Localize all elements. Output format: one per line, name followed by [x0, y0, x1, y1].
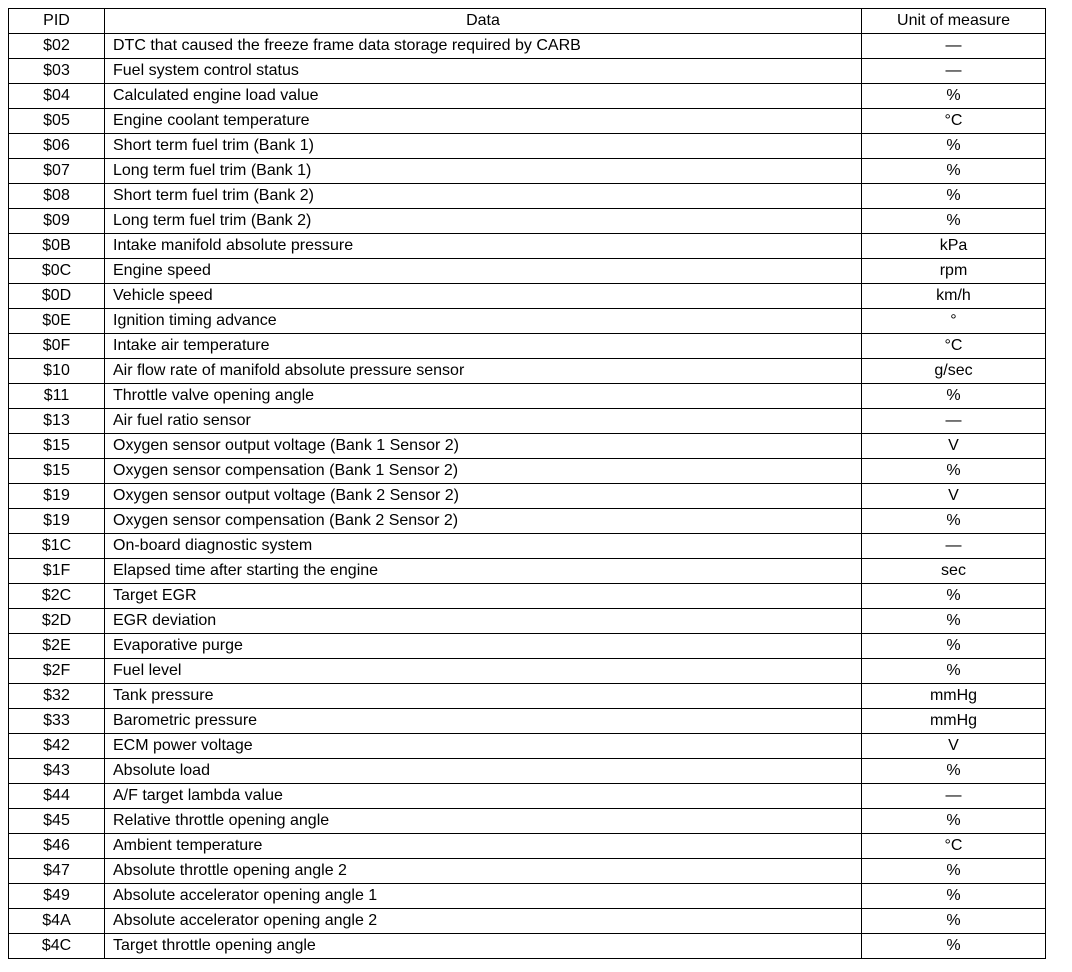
unit-cell: % — [862, 134, 1046, 159]
data-cell: Short term fuel trim (Bank 2) — [105, 184, 862, 209]
pid-cell: $2E — [9, 634, 105, 659]
unit-cell: — — [862, 534, 1046, 559]
unit-cell: °C — [862, 834, 1046, 859]
unit-cell: % — [862, 384, 1046, 409]
data-cell: Engine coolant temperature — [105, 109, 862, 134]
pid-cell: $0B — [9, 234, 105, 259]
table-row — [9, 259, 1046, 284]
pid-cell: $2F — [9, 659, 105, 684]
pid-cell: $2C — [9, 584, 105, 609]
table-row — [9, 709, 1046, 734]
data-cell: Intake manifold absolute pressure — [105, 234, 862, 259]
data-cell: Oxygen sensor compensation (Bank 1 Sensor 2) — [105, 459, 862, 484]
unit-cell: % — [862, 609, 1046, 634]
table-row — [9, 809, 1046, 834]
pid-cell: $13 — [9, 409, 105, 434]
table-row — [9, 759, 1046, 784]
data-cell: EGR deviation — [105, 609, 862, 634]
pid-cell: $45 — [9, 809, 105, 834]
table-row — [9, 109, 1046, 134]
data-cell: Tank pressure — [105, 684, 862, 709]
table-row — [9, 584, 1046, 609]
data-cell: Engine speed — [105, 259, 862, 284]
table-row — [9, 684, 1046, 709]
data-cell: Air flow rate of manifold absolute pressure sensor — [105, 359, 862, 384]
table-row — [9, 84, 1046, 109]
pid-cell: $05 — [9, 109, 105, 134]
table-header-row — [9, 9, 1046, 34]
unit-cell: % — [862, 759, 1046, 784]
table-row — [9, 434, 1046, 459]
table-row — [9, 859, 1046, 884]
data-cell: Relative throttle opening angle — [105, 809, 862, 834]
data-cell: Target throttle opening angle — [105, 934, 862, 959]
data-cell: Throttle valve opening angle — [105, 384, 862, 409]
pid-cell: $06 — [9, 134, 105, 159]
table-row — [9, 384, 1046, 409]
table-row — [9, 509, 1046, 534]
data-cell: ECM power voltage — [105, 734, 862, 759]
table-body — [9, 34, 1046, 959]
unit-cell: mmHg — [862, 709, 1046, 734]
data-cell: DTC that caused the freeze frame data storage required by CARB — [105, 34, 862, 59]
pid-cell: $4A — [9, 909, 105, 934]
unit-cell: % — [862, 884, 1046, 909]
table-row — [9, 459, 1046, 484]
data-cell: A/F target lambda value — [105, 784, 862, 809]
pid-cell: $1F — [9, 559, 105, 584]
table-row — [9, 59, 1046, 84]
pid-cell: $0C — [9, 259, 105, 284]
pid-cell: $32 — [9, 684, 105, 709]
header-data: Data — [105, 9, 862, 34]
pid-cell: $11 — [9, 384, 105, 409]
pid-cell: $08 — [9, 184, 105, 209]
unit-cell: — — [862, 409, 1046, 434]
unit-cell: °C — [862, 334, 1046, 359]
unit-cell: % — [862, 159, 1046, 184]
table-row — [9, 834, 1046, 859]
data-cell: Oxygen sensor compensation (Bank 2 Sensor 2) — [105, 509, 862, 534]
pid-cell: $02 — [9, 34, 105, 59]
pid-cell: $0D — [9, 284, 105, 309]
table-row — [9, 184, 1046, 209]
pid-cell: $03 — [9, 59, 105, 84]
data-cell: Air fuel ratio sensor — [105, 409, 862, 434]
data-cell: Absolute accelerator opening angle 1 — [105, 884, 862, 909]
data-cell: Oxygen sensor output voltage (Bank 2 Sensor 2) — [105, 484, 862, 509]
table-row — [9, 884, 1046, 909]
data-cell: Long term fuel trim (Bank 2) — [105, 209, 862, 234]
table-row — [9, 359, 1046, 384]
pid-cell: $46 — [9, 834, 105, 859]
unit-cell: % — [862, 459, 1046, 484]
unit-cell: % — [862, 809, 1046, 834]
data-cell: Target EGR — [105, 584, 862, 609]
unit-cell: % — [862, 184, 1046, 209]
unit-cell: % — [862, 634, 1046, 659]
table-row — [9, 409, 1046, 434]
data-cell: Short term fuel trim (Bank 1) — [105, 134, 862, 159]
table-row — [9, 484, 1046, 509]
data-cell: Vehicle speed — [105, 284, 862, 309]
pid-data-table — [8, 8, 1046, 959]
table-row — [9, 784, 1046, 809]
unit-cell: — — [862, 34, 1046, 59]
unit-cell: V — [862, 434, 1046, 459]
unit-cell: % — [862, 509, 1046, 534]
unit-cell: kPa — [862, 234, 1046, 259]
data-cell: Oxygen sensor output voltage (Bank 1 Sensor 2) — [105, 434, 862, 459]
data-cell: Absolute throttle opening angle 2 — [105, 859, 862, 884]
data-cell: Ambient temperature — [105, 834, 862, 859]
unit-cell: sec — [862, 559, 1046, 584]
table-row — [9, 234, 1046, 259]
unit-cell: % — [862, 584, 1046, 609]
data-cell: Barometric pressure — [105, 709, 862, 734]
pid-cell: $2D — [9, 609, 105, 634]
data-cell: Elapsed time after starting the engine — [105, 559, 862, 584]
table-row — [9, 559, 1046, 584]
unit-cell: °C — [862, 109, 1046, 134]
unit-cell: % — [862, 209, 1046, 234]
pid-cell: $44 — [9, 784, 105, 809]
table-row — [9, 159, 1046, 184]
table-row — [9, 909, 1046, 934]
table-row — [9, 934, 1046, 959]
table-row — [9, 609, 1046, 634]
unit-cell: mmHg — [862, 684, 1046, 709]
unit-cell: % — [862, 84, 1046, 109]
data-cell: Ignition timing advance — [105, 309, 862, 334]
table-row — [9, 734, 1046, 759]
pid-cell: $0F — [9, 334, 105, 359]
data-cell: Evaporative purge — [105, 634, 862, 659]
pid-cell: $04 — [9, 84, 105, 109]
pid-cell: $4C — [9, 934, 105, 959]
pid-cell: $49 — [9, 884, 105, 909]
unit-cell: ° — [862, 309, 1046, 334]
pid-cell: $10 — [9, 359, 105, 384]
pid-cell: $15 — [9, 434, 105, 459]
data-cell: Intake air temperature — [105, 334, 862, 359]
data-cell: On-board diagnostic system — [105, 534, 862, 559]
pid-cell: $1C — [9, 534, 105, 559]
unit-cell: % — [862, 659, 1046, 684]
data-cell: Calculated engine load value — [105, 84, 862, 109]
table-row — [9, 659, 1046, 684]
pid-cell: $19 — [9, 484, 105, 509]
unit-cell: V — [862, 484, 1046, 509]
pid-cell: $19 — [9, 509, 105, 534]
data-cell: Fuel system control status — [105, 59, 862, 84]
data-cell: Long term fuel trim (Bank 1) — [105, 159, 862, 184]
data-cell: Absolute accelerator opening angle 2 — [105, 909, 862, 934]
table-row — [9, 334, 1046, 359]
table-row — [9, 309, 1046, 334]
pid-cell: $33 — [9, 709, 105, 734]
table-row — [9, 34, 1046, 59]
unit-cell: V — [862, 734, 1046, 759]
data-cell: Fuel level — [105, 659, 862, 684]
unit-cell: — — [862, 784, 1046, 809]
unit-cell: % — [862, 859, 1046, 884]
table-row — [9, 284, 1046, 309]
unit-cell: — — [862, 59, 1046, 84]
table-row — [9, 134, 1046, 159]
unit-cell: km/h — [862, 284, 1046, 309]
pid-cell: $47 — [9, 859, 105, 884]
unit-cell: rpm — [862, 259, 1046, 284]
pid-cell: $07 — [9, 159, 105, 184]
pid-cell: $43 — [9, 759, 105, 784]
table-row — [9, 209, 1046, 234]
header-pid: PID — [9, 9, 105, 34]
table-row — [9, 534, 1046, 559]
unit-cell: % — [862, 909, 1046, 934]
pid-cell: $0E — [9, 309, 105, 334]
pid-cell: $15 — [9, 459, 105, 484]
unit-cell: g/sec — [862, 359, 1046, 384]
unit-cell: % — [862, 934, 1046, 959]
table-row — [9, 634, 1046, 659]
header-unit: Unit of measure — [862, 9, 1046, 34]
data-cell: Absolute load — [105, 759, 862, 784]
pid-cell: $42 — [9, 734, 105, 759]
pid-cell: $09 — [9, 209, 105, 234]
